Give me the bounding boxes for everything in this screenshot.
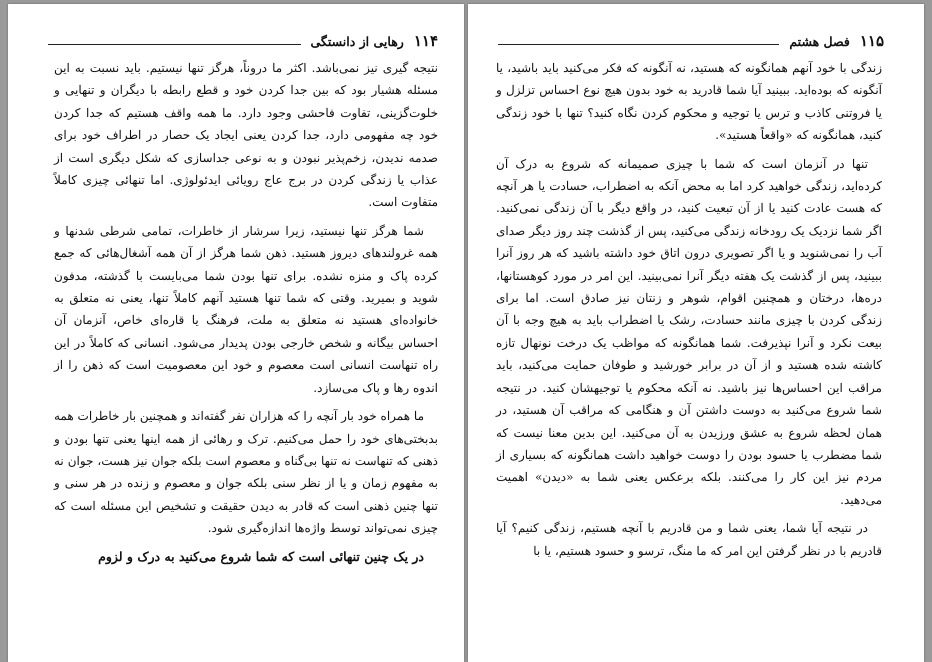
page-number: ۱۱۴ <box>413 32 438 50</box>
left-page <box>8 4 464 662</box>
header-rule <box>498 44 779 45</box>
running-title: فصل هشتم <box>789 33 850 49</box>
paragraph: نتیجه گیری نیز نمی‌باشد. اکثر ما دروناً، هرگز تنها نیستیم. باید نسبت به این مسئله هشیار بود که بین جدا کردن خود و قطع رابطه با دیگران و تنهایی و خلوت‌گزینی، تفاوت فاحشی وجود دارد. ما همه واقف هستیم که جدا کردن خود چه مفهومی دارد، جدا کردن یعنی ایجاد یک حصار در اطراف خود برای صدمه ندیدن، زخم‌پذیر نبودن و به نوعی جداسازی که شکل دیگری است از عذاب یا زندگی کردن در برج عاج رویائی ایدئولوژی. اما تنهائی چیزی کاملاً متفاوت است. <box>54 61 438 210</box>
paragraph: شما هرگز تنها نیستید، زیرا سرشار از خاطرات، تمامی شرطی شدنها و همه غرولندهای دیروز هستید. ذهن شما هرگز از آن همه آشغال‌هائی که جمع کرده پاک و منزه نشده. برای تنها بودن شما می‌بایست با گذشته، مدفون شوید و بمیرید. وقتی که شما تنها هستید آنهم کاملاً تنها، یعنی نه متعلق به خانواده‌ای هستید نه متعلق به ملت، فرهنگ یا قاره‌ای خاص، آنزمان آن احساس بیگانه و شخص خارجی بودن پدیدار می‌شود. انسانی که کاملاً در این راه تنهاست انسانی است معصوم و خود این معصومیت است که ذهن را از اندوه رها و پاک می‌سازد. <box>54 223 438 395</box>
paragraph-last-line: در یک چنین تنهائی است که شما شروع می‌کنید به درک و لزوم <box>98 548 424 564</box>
paragraph: ما همراه خود بار آنچه را که هزاران نفر گفته‌اند و همچنین بار خاطرات همه بدبختی‌های خود را حمل می‌کنیم. ترک و رهائی از همه اینها یعنی تنها بودن و ذهنی که تنهاست نه تنها بی‌گناه و معصوم است بلکه جوان نیز هست، جوان نه به مفهوم زمان و یا از نظر سنی بلکه جوان و معصوم و زنده در هر سنی و تنها چنین ذهنی است که قادر به دیدن حقیقت و تشخیص این مسئله است که چیزی نمی‌تواند توسط واژه‌ها اندازه‌گیری شود. <box>54 409 438 536</box>
paragraph: در نتیجه آیا شما، یعنی شما و من قادریم با آنچه هستیم، زندگی کنیم؟ آیا قادریم با در نظر گرفتن این امر که ما منگ، ترسو و حسود هستیم، یا با <box>496 521 882 558</box>
header-rule <box>48 44 301 45</box>
paragraph: زندگی با خود آنهم همانگونه که هستید، نه آنگونه که فکر می‌کنید باید باشید، یا آنگونه که بوده‌اید. ببینید آیا شما قادرید به خود بدون هیچ نوع احساس تزلزل و یا فروتنی کاذب و ترس یا توجیه و محکوم کردن نگاه کنید؟ تنها با خود زندگی کنید، همانگونه که «واقعاً هستید». <box>496 61 882 143</box>
right-page <box>468 4 924 662</box>
running-title: رهایی از دانستگی <box>310 33 404 49</box>
left-page-body <box>54 57 438 574</box>
right-page-header <box>498 30 884 52</box>
right-page-body <box>496 57 882 568</box>
left-page-header <box>48 30 438 52</box>
page-number: ۱۱۵ <box>859 32 884 50</box>
paragraph: تنها در آنزمان است که شما با چیزی صمیمانه که شروع به درک آن کرده‌اید، زندگی خواهید کرد اما به محض آنکه به اضطراب، حسادت یا هر آنچه که هست عادت کنید یا از آن تبعیت کنید، در واقع دیگر با آن زندگی نمی‌کنید. اگر شما نزدیک یک رودخانه زندگی می‌کنید، پس از گذشت چند روز دیگر صدای آب را نمی‌شنوید و یا اگر تصویری درون اتاق خود داشته باشید که هر روز آنرا ببینید، پس از گذشت یک هفته دیگر آنرا نمی‌بینید. این امر در مورد کوهستانها، دره‌ها، درختان و همچنین اقوام، شوهر و زنتان نیز صادق است. اما برای زندگی کردن با چیزی مانند حسادت، رشک یا اضطراب باید به هیچ وجه با آن بیعت نکرد و آنرا نپذیرفت. شما همانگونه که مواظب یک درخت نونهال تازه کاشته شده هستید و از آن در برابر خورشید و طوفان حمایت می‌کنید، باید مراقب این احساس‌ها نیز باشید. نه آنکه محکوم یا توجیهشان کنید. در نتیجه شما شروع می‌کنید به دوست داشتن آن و هنگامی که مراقب آن هستید، در همان لحظه شروع به عشق ورزیدن به آن می‌کنید. این بدین معنا نیست که شما مضطرب یا حسود بودن را دوست خواهید داشت همانگونه که بسیاری از مردم نیز این کار را می‌کنند. بلکه برعکس یعنی شما به «دیدن» اهمیت می‌دهید. <box>496 156 882 507</box>
